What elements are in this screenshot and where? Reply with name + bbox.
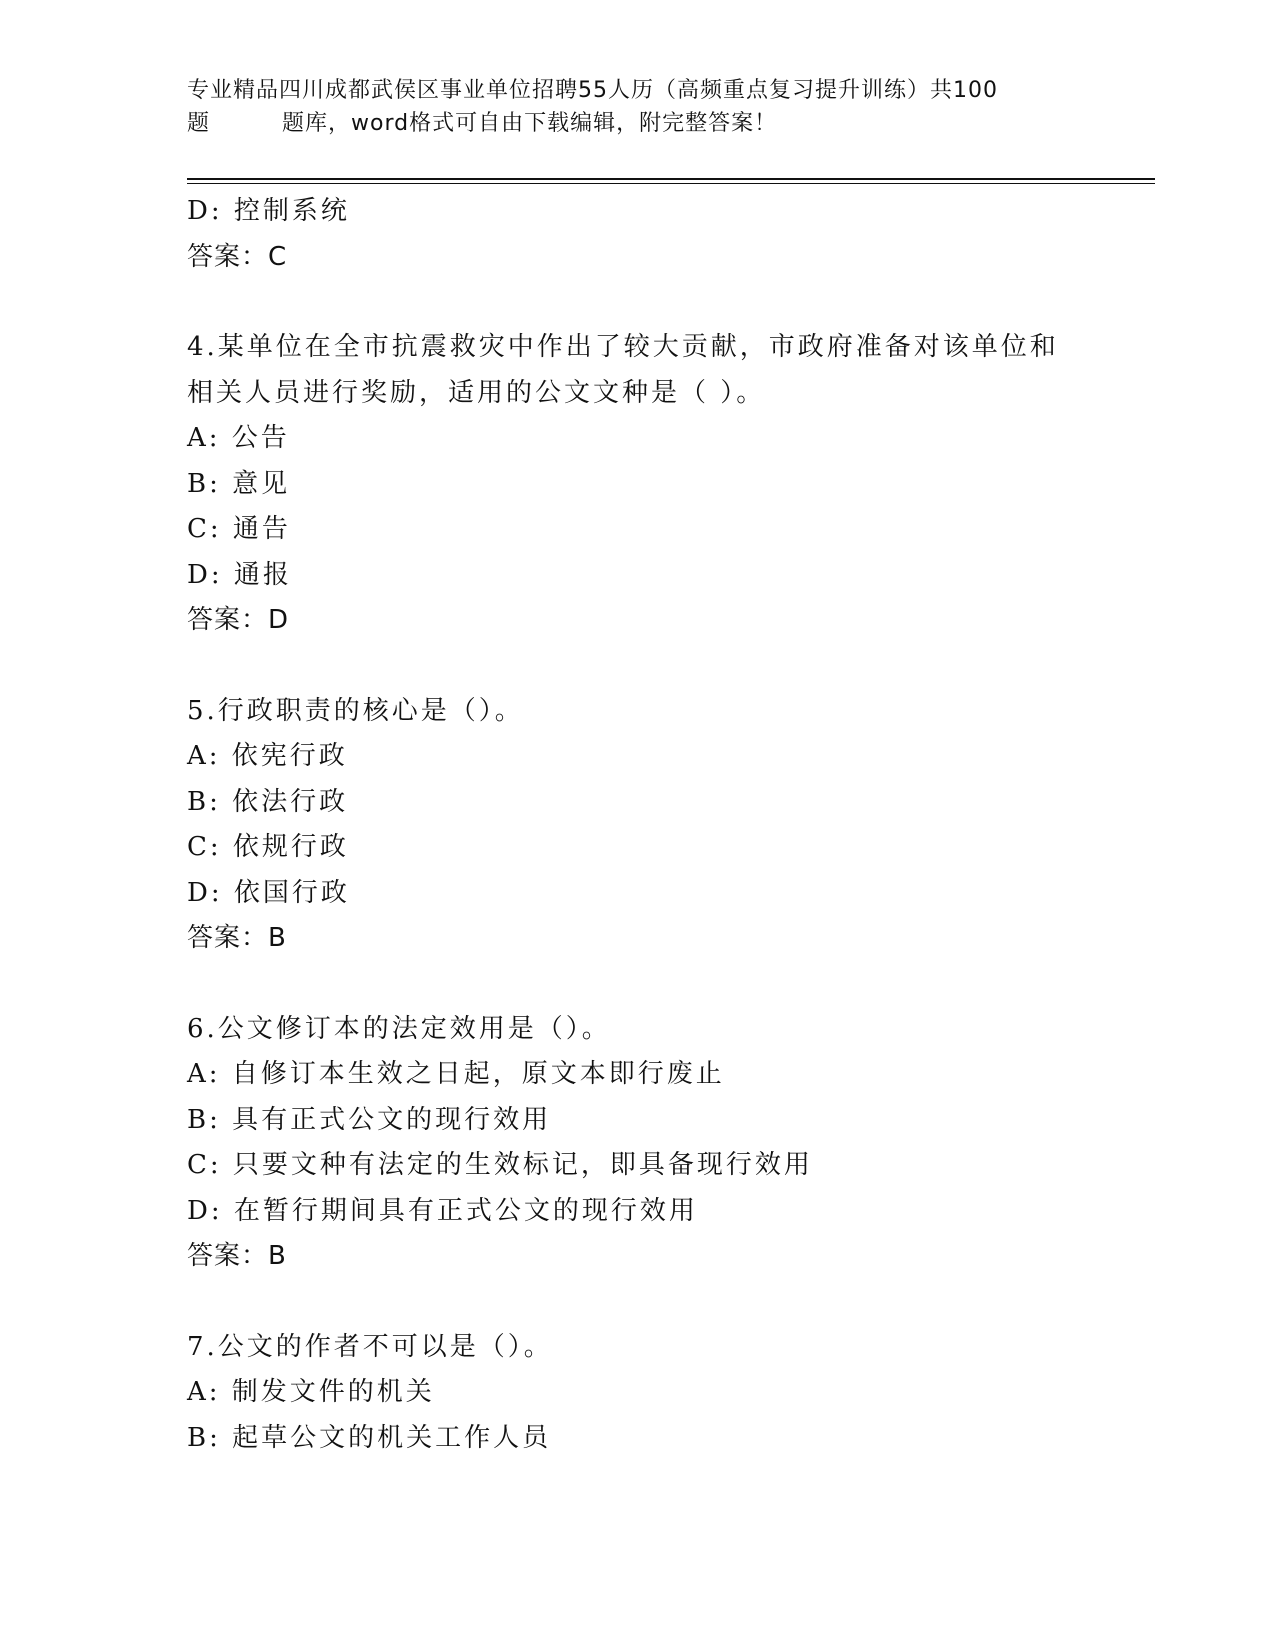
- header-title-line: 专业精品四川成都武侯区事业单位招聘55人历（高频重点复习提升训练）共100: [187, 78, 998, 103]
- answer-line: 答案：D: [187, 605, 290, 635]
- option-line: A: 依宪行政: [187, 741, 348, 771]
- header-subtitle-line: [187, 107, 1087, 140]
- option-line: B: 依法行政: [187, 786, 349, 817]
- question-text: 4.某单位在全市抗震救灾中作出了较大贡献，市政府准备对该单位和: [187, 332, 1059, 362]
- question-gap: [187, 962, 1155, 1007]
- header-divider-thick: [187, 178, 1155, 180]
- header-divider-thin: [187, 183, 1155, 184]
- header-subtitle-left: 题: [187, 111, 211, 136]
- option-line: D: 通报: [187, 559, 292, 590]
- question-text: 相关人员进行奖励，适用的公文文种是（ ）。: [187, 377, 766, 408]
- answer-line: 答案：B: [187, 923, 287, 953]
- question-gap: [187, 1280, 1155, 1325]
- question-gap: [187, 280, 1155, 325]
- header-gap: [210, 107, 282, 140]
- answer-line: 答案：C: [187, 241, 288, 272]
- question-text: 7.公文的作者不可以是（）。: [187, 1331, 553, 1362]
- option-line: B: 意见: [187, 468, 291, 499]
- question-text: 6.公文修订本的法定效用是（）。: [187, 1013, 611, 1044]
- option-line: A: 公告: [187, 423, 290, 453]
- answer-line: 答案：B: [187, 1241, 287, 1271]
- option-line: B: 具有正式公文的现行效用: [187, 1104, 552, 1135]
- option-line: A: 制发文件的机关: [187, 1377, 435, 1407]
- option-line: D: 控制系统: [187, 196, 350, 226]
- question-gap: [187, 644, 1155, 689]
- option-line: A: 自修订本生效之日起，原文本即行废止: [187, 1059, 725, 1089]
- option-line: C: 只要文种有法定的生效标记，即具备现行效用: [187, 1150, 813, 1180]
- header-subtitle-right: 题库，word格式可自由下载编辑，附完整答案！: [282, 111, 778, 136]
- option-line: C: 通告: [187, 514, 291, 544]
- document-header: [187, 74, 1087, 140]
- document-body: [187, 189, 1155, 1461]
- option-line: D: 在暂行期间具有正式公文的现行效用: [187, 1195, 698, 1226]
- option-line: B: 起草公文的机关工作人员: [187, 1422, 552, 1453]
- question-text: 5.行政职责的核心是（）。: [187, 695, 524, 726]
- option-line: C: 依规行政: [187, 832, 349, 862]
- option-line: D: 依国行政: [187, 877, 350, 908]
